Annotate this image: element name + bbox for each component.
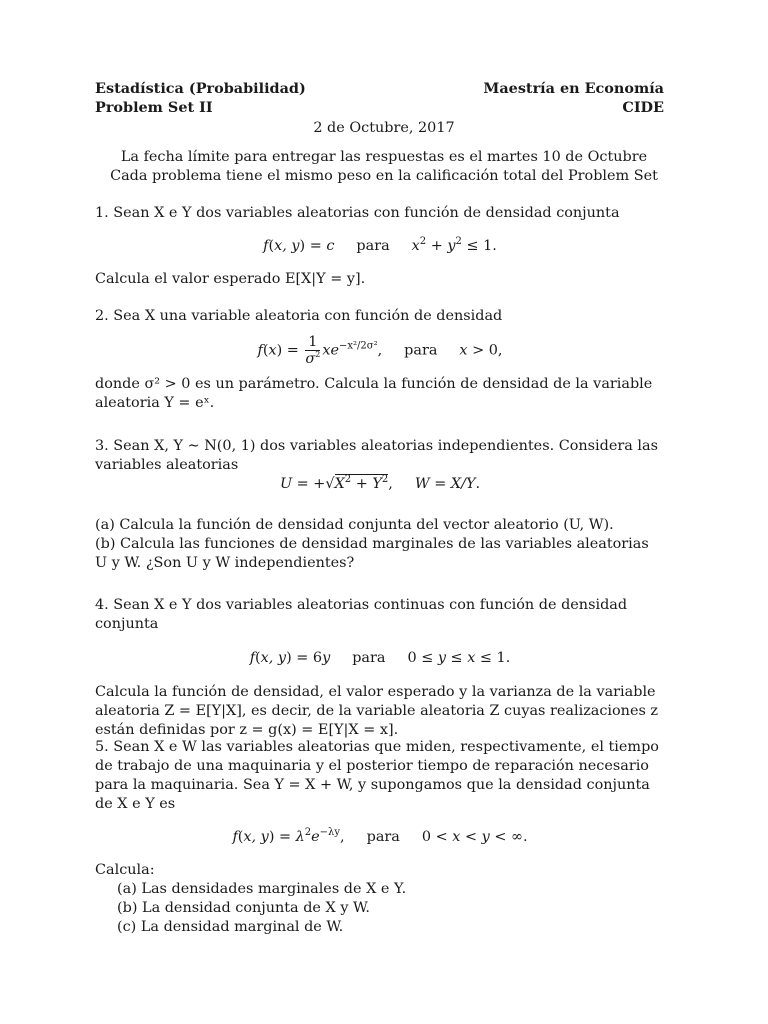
institution-name: CIDE xyxy=(622,99,664,116)
header-left xyxy=(95,79,306,117)
problem-4-equation: f(x, y) = 6y para 0 ≤ y ≤ x ≤ 1. xyxy=(249,650,511,666)
problem-1-intro: 1. Sean X e Y dos variables aleatorias con función de densidad conjunta xyxy=(95,205,620,221)
problem-1-question: Calcula el valor esperado E[X|Y = y]. xyxy=(95,271,366,287)
problem-3-part-a: (a) Calcula la función de densidad conjunta del vector aleatorio (U, W). xyxy=(95,517,614,533)
problem-5-part-a: (a) Las densidades marginales de X e Y. xyxy=(117,881,407,897)
problem-3-intro: 3. Sean X, Y ∼ N(0, 1) dos variables aleatorias independientes. Considera las variables aleatorias xyxy=(95,438,658,473)
problem-4-after: Calcula la función de densidad, el valor esperado y la varianza de la variable aleatoria Z = E[Y|X], es decir, de la variable aleatoria Z cuyas realizaciones z están definidas por z = g(x) = E[Y|X = x]. xyxy=(95,684,659,738)
problem-1 xyxy=(95,204,665,289)
notice xyxy=(0,148,768,186)
problem-5-equation: f(x, $y) = \lambda^2e^{-\lambda y}$, para 0 < x < y < ∞. xyxy=(232,827,528,845)
problem-set-title: Problem Set II xyxy=(95,99,213,116)
problem-4-intro: 4. Sean X e Y dos variables aleatorias continuas con función de densidad conjunta xyxy=(95,597,628,632)
date-line: 2 de Octubre, 2017 xyxy=(313,120,455,136)
problem-5 xyxy=(95,738,665,937)
header-right xyxy=(483,79,664,117)
problem-3 xyxy=(95,437,665,573)
problem-5-calc-label: Calcula: xyxy=(95,862,155,878)
problem-3-part-b: (b) Calcula las funciones de densidad marginales de las variables aleatorias U y W. ¿Son U y W independientes? xyxy=(95,536,649,571)
notice-weight: Cada problema tiene el mismo peso en la calificación total del Problem Set xyxy=(110,168,658,184)
problem-2-equation: f(x) = $\frac{1}{\sigma^2}$ $xe^{-x^2/2\sigma^2}$, para x > 0, xyxy=(257,334,503,367)
problem-2-intro: 2. Sea X una variable aleatoria con función de densidad xyxy=(95,308,503,324)
program-name: Maestría en Economía xyxy=(483,80,664,97)
problem-5-part-b: (b) La densidad conjunta de X y W. xyxy=(117,900,370,916)
problem-4 xyxy=(95,596,665,740)
problem-2 xyxy=(95,307,665,413)
course-title: Estadística (Probabilidad) xyxy=(95,80,306,97)
problem-2-after: donde σ² > 0 es un parámetro. Calcula la función de densidad de la variable aleatoria Y = eˣ. xyxy=(95,376,653,411)
problem-5-part-c: (c) La densidad marginal de W. xyxy=(117,919,344,935)
notice-deadline: La fecha límite para entregar las respuestas es el martes 10 de Octubre xyxy=(120,149,648,165)
problem-1-equation: f(x, y) = c para $x^2 + y^2 \le 1$. xyxy=(263,236,497,254)
problem-5-intro: 5. Sean X e W las variables aleatorias que miden, respectivamente, el tiempo de trabajo de una maquinaria y el posterior tiempo de reparación necesario para la maquinaria. Sea Y = X + W, y supongamos que la densidad conjunta de X e Y es xyxy=(95,739,659,812)
problem-3-equation: $U = +√X^2 + Y^2$, W = X/Y. xyxy=(279,474,481,492)
